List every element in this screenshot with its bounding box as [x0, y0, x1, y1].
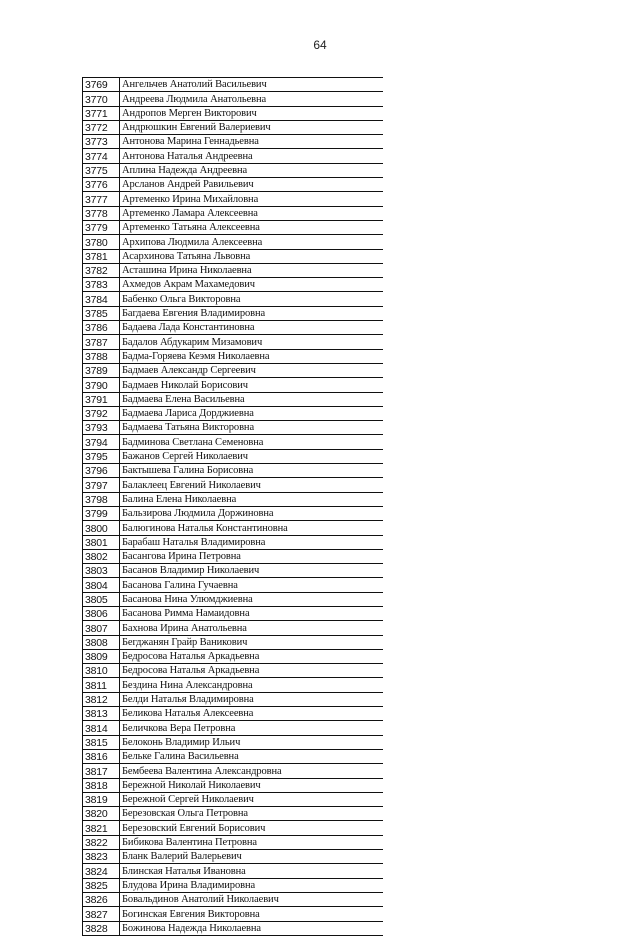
person-name: Артеменко Ламара Алексеевна [120, 206, 383, 220]
row-number: 3802 [83, 549, 120, 563]
table-row [83, 149, 383, 163]
row-number: 3809 [83, 649, 120, 663]
table-row [83, 235, 383, 249]
person-name: Беличкова Вера Петровна [120, 721, 383, 735]
row-number: 3825 [83, 878, 120, 892]
row-number: 3796 [83, 464, 120, 478]
person-name: Бадалов Абдукарим Мизамович [120, 335, 383, 349]
row-number: 3778 [83, 206, 120, 220]
row-number: 3806 [83, 606, 120, 620]
table-row [83, 135, 383, 149]
table-row [83, 564, 383, 578]
person-name: Бажанов Сергей Николаевич [120, 449, 383, 463]
table-row [83, 178, 383, 192]
table-row [83, 535, 383, 549]
row-number: 3776 [83, 178, 120, 192]
table-row [83, 578, 383, 592]
row-number: 3820 [83, 807, 120, 821]
person-name: Ахмедов Акрам Махамедович [120, 278, 383, 292]
person-name: Блинская Наталья Ивановна [120, 864, 383, 878]
row-number: 3803 [83, 564, 120, 578]
person-name: Бадмаева Елена Васильевна [120, 392, 383, 406]
row-number: 3781 [83, 249, 120, 263]
row-number: 3828 [83, 921, 120, 935]
row-number: 3798 [83, 492, 120, 506]
person-name: Бережной Сергей Николаевич [120, 792, 383, 806]
person-name: Бембеева Валентина Александровна [120, 764, 383, 778]
person-name: Антонова Марина Геннадьевна [120, 135, 383, 149]
table-row [83, 335, 383, 349]
table-row [83, 506, 383, 520]
table-row [83, 92, 383, 106]
registry-table-body [83, 78, 383, 936]
table-row [83, 921, 383, 935]
table-row [83, 549, 383, 563]
row-number: 3785 [83, 306, 120, 320]
row-number: 3774 [83, 149, 120, 163]
table-row [83, 606, 383, 620]
row-number: 3805 [83, 592, 120, 606]
table-row [83, 792, 383, 806]
row-number: 3824 [83, 864, 120, 878]
row-number: 3799 [83, 506, 120, 520]
person-name: Ангельчев Анатолий Васильевич [120, 78, 383, 92]
table-row [83, 678, 383, 692]
table-row [83, 392, 383, 406]
person-name: Бахнова Ирина Анатольевна [120, 621, 383, 635]
row-number: 3783 [83, 278, 120, 292]
row-number: 3818 [83, 778, 120, 792]
table-row [83, 206, 383, 220]
table-row [83, 907, 383, 921]
person-name: Архипова Людмила Алексеевна [120, 235, 383, 249]
table-row [83, 635, 383, 649]
row-number: 3811 [83, 678, 120, 692]
person-name: Бедросова Наталья Аркадьевна [120, 664, 383, 678]
person-name: Богинская Евгения Викторовна [120, 907, 383, 921]
row-number: 3784 [83, 292, 120, 306]
table-row [83, 664, 383, 678]
row-number: 3787 [83, 335, 120, 349]
table-row [83, 478, 383, 492]
table-row [83, 163, 383, 177]
person-name: Бездина Нина Александровна [120, 678, 383, 692]
row-number: 3770 [83, 92, 120, 106]
table-row [83, 592, 383, 606]
table-row [83, 292, 383, 306]
person-name: Бадаева Лада Константиновна [120, 321, 383, 335]
table-row [83, 735, 383, 749]
table-row [83, 106, 383, 120]
person-name: Бадмаев Николай Борисович [120, 378, 383, 392]
table-row [83, 321, 383, 335]
table-row [83, 421, 383, 435]
person-name: Бадмаев Александр Сергеевич [120, 363, 383, 377]
table-row [83, 864, 383, 878]
table-row [83, 363, 383, 377]
row-number: 3812 [83, 692, 120, 706]
table-row [83, 649, 383, 663]
table-row [83, 464, 383, 478]
person-name: Бережной Николай Николаевич [120, 778, 383, 792]
row-number: 3772 [83, 120, 120, 134]
row-number: 3795 [83, 449, 120, 463]
person-name: Бедросова Наталья Аркадьевна [120, 649, 383, 663]
row-number: 3813 [83, 707, 120, 721]
person-name: Березовская Ольга Петровна [120, 807, 383, 821]
table-row [83, 821, 383, 835]
row-number: 3786 [83, 321, 120, 335]
person-name: Арсланов Андрей Равильевич [120, 178, 383, 192]
table-row [83, 807, 383, 821]
person-name: Асташина Ирина Николаевна [120, 263, 383, 277]
person-name: Балина Елена Николаевна [120, 492, 383, 506]
table-row [83, 220, 383, 234]
table-row [83, 878, 383, 892]
person-name: Бадмаева Татьяна Викторовна [120, 421, 383, 435]
person-name: Балаклеец Евгений Николаевич [120, 478, 383, 492]
person-name: Бабенко Ольга Викторовна [120, 292, 383, 306]
table-row [83, 850, 383, 864]
person-name: Басанов Владимир Николаевич [120, 564, 383, 578]
person-name: Бельке Галина Васильевна [120, 749, 383, 763]
row-number: 3808 [83, 635, 120, 649]
row-number: 3819 [83, 792, 120, 806]
row-number: 3773 [83, 135, 120, 149]
table-row [83, 692, 383, 706]
person-name: Басанова Римма Намаидовна [120, 606, 383, 620]
person-name: Аплина Надежда Андреевна [120, 163, 383, 177]
page-number: 64 [313, 38, 327, 52]
person-name: Бибикова Валентина Петровна [120, 835, 383, 849]
table-row [83, 449, 383, 463]
person-name: Балюгинова Наталья Константиновна [120, 521, 383, 535]
row-number: 3807 [83, 621, 120, 635]
row-number: 3790 [83, 378, 120, 392]
person-name: Блудова Ирина Владимировна [120, 878, 383, 892]
table-row [83, 120, 383, 134]
person-name: Артеменко Татьяна Алексеевна [120, 220, 383, 234]
person-name: Божинова Надежда Николаевна [120, 921, 383, 935]
table-row [83, 306, 383, 320]
row-number: 3827 [83, 907, 120, 921]
table-row [83, 721, 383, 735]
table-row [83, 406, 383, 420]
table-row [83, 192, 383, 206]
row-number: 3815 [83, 735, 120, 749]
row-number: 3780 [83, 235, 120, 249]
person-name: Бегджанян Грайр Ваникович [120, 635, 383, 649]
row-number: 3816 [83, 749, 120, 763]
row-number: 3789 [83, 363, 120, 377]
table-row [83, 707, 383, 721]
row-number: 3797 [83, 478, 120, 492]
table-row [83, 349, 383, 363]
table-row [83, 78, 383, 92]
person-name: Барабаш Наталья Владимировна [120, 535, 383, 549]
registry-table-container [82, 77, 382, 936]
table-row [83, 749, 383, 763]
row-number: 3791 [83, 392, 120, 406]
table-row [83, 278, 383, 292]
person-name: Басанова Нина Улюмджиевна [120, 592, 383, 606]
row-number: 3793 [83, 421, 120, 435]
table-row [83, 249, 383, 263]
person-name: Бовальдинов Анатолий Николаевич [120, 892, 383, 906]
row-number: 3775 [83, 163, 120, 177]
person-name: Андрюшкин Евгений Валериевич [120, 120, 383, 134]
person-name: Белоконь Владимир Ильич [120, 735, 383, 749]
row-number: 3769 [83, 78, 120, 92]
table-row [83, 378, 383, 392]
row-number: 3782 [83, 263, 120, 277]
person-name: Андреева Людмила Анатольевна [120, 92, 383, 106]
person-name: Басангова Ирина Петровна [120, 549, 383, 563]
person-name: Березовский Евгений Борисович [120, 821, 383, 835]
row-number: 3800 [83, 521, 120, 535]
table-row [83, 778, 383, 792]
row-number: 3810 [83, 664, 120, 678]
person-name: Багдаева Евгения Владимировна [120, 306, 383, 320]
table-row [83, 621, 383, 635]
table-row [83, 263, 383, 277]
person-name: Бальзирова Людмила Доржиновна [120, 506, 383, 520]
table-row [83, 764, 383, 778]
person-name: Артеменко Ирина Михайловна [120, 192, 383, 206]
person-name: Антонова Наталья Андреевна [120, 149, 383, 163]
row-number: 3777 [83, 192, 120, 206]
row-number: 3817 [83, 764, 120, 778]
person-name: Беликова Наталья Алексеевна [120, 707, 383, 721]
row-number: 3804 [83, 578, 120, 592]
row-number: 3792 [83, 406, 120, 420]
row-number: 3788 [83, 349, 120, 363]
person-name: Белди Наталья Владимировна [120, 692, 383, 706]
person-name: Бадма-Горяева Кеэмя Николаевна [120, 349, 383, 363]
table-row [83, 492, 383, 506]
table-row [83, 435, 383, 449]
person-name: Бланк Валерий Валерьевич [120, 850, 383, 864]
row-number: 3779 [83, 220, 120, 234]
row-number: 3801 [83, 535, 120, 549]
person-name: Асархинова Татьяна Львовна [120, 249, 383, 263]
row-number: 3771 [83, 106, 120, 120]
row-number: 3814 [83, 721, 120, 735]
row-number: 3823 [83, 850, 120, 864]
row-number: 3821 [83, 821, 120, 835]
person-name: Бадминова Светлана Семеновна [120, 435, 383, 449]
row-number: 3822 [83, 835, 120, 849]
table-row [83, 521, 383, 535]
person-name: Андропов Мерген Викторович [120, 106, 383, 120]
table-row [83, 835, 383, 849]
person-name: Бадмаева Лариса Дорджиевна [120, 406, 383, 420]
person-name: Басанова Галина Гучаевна [120, 578, 383, 592]
registry-table [82, 77, 383, 936]
row-number: 3794 [83, 435, 120, 449]
person-name: Бактышева Галина Борисовна [120, 464, 383, 478]
row-number: 3826 [83, 892, 120, 906]
